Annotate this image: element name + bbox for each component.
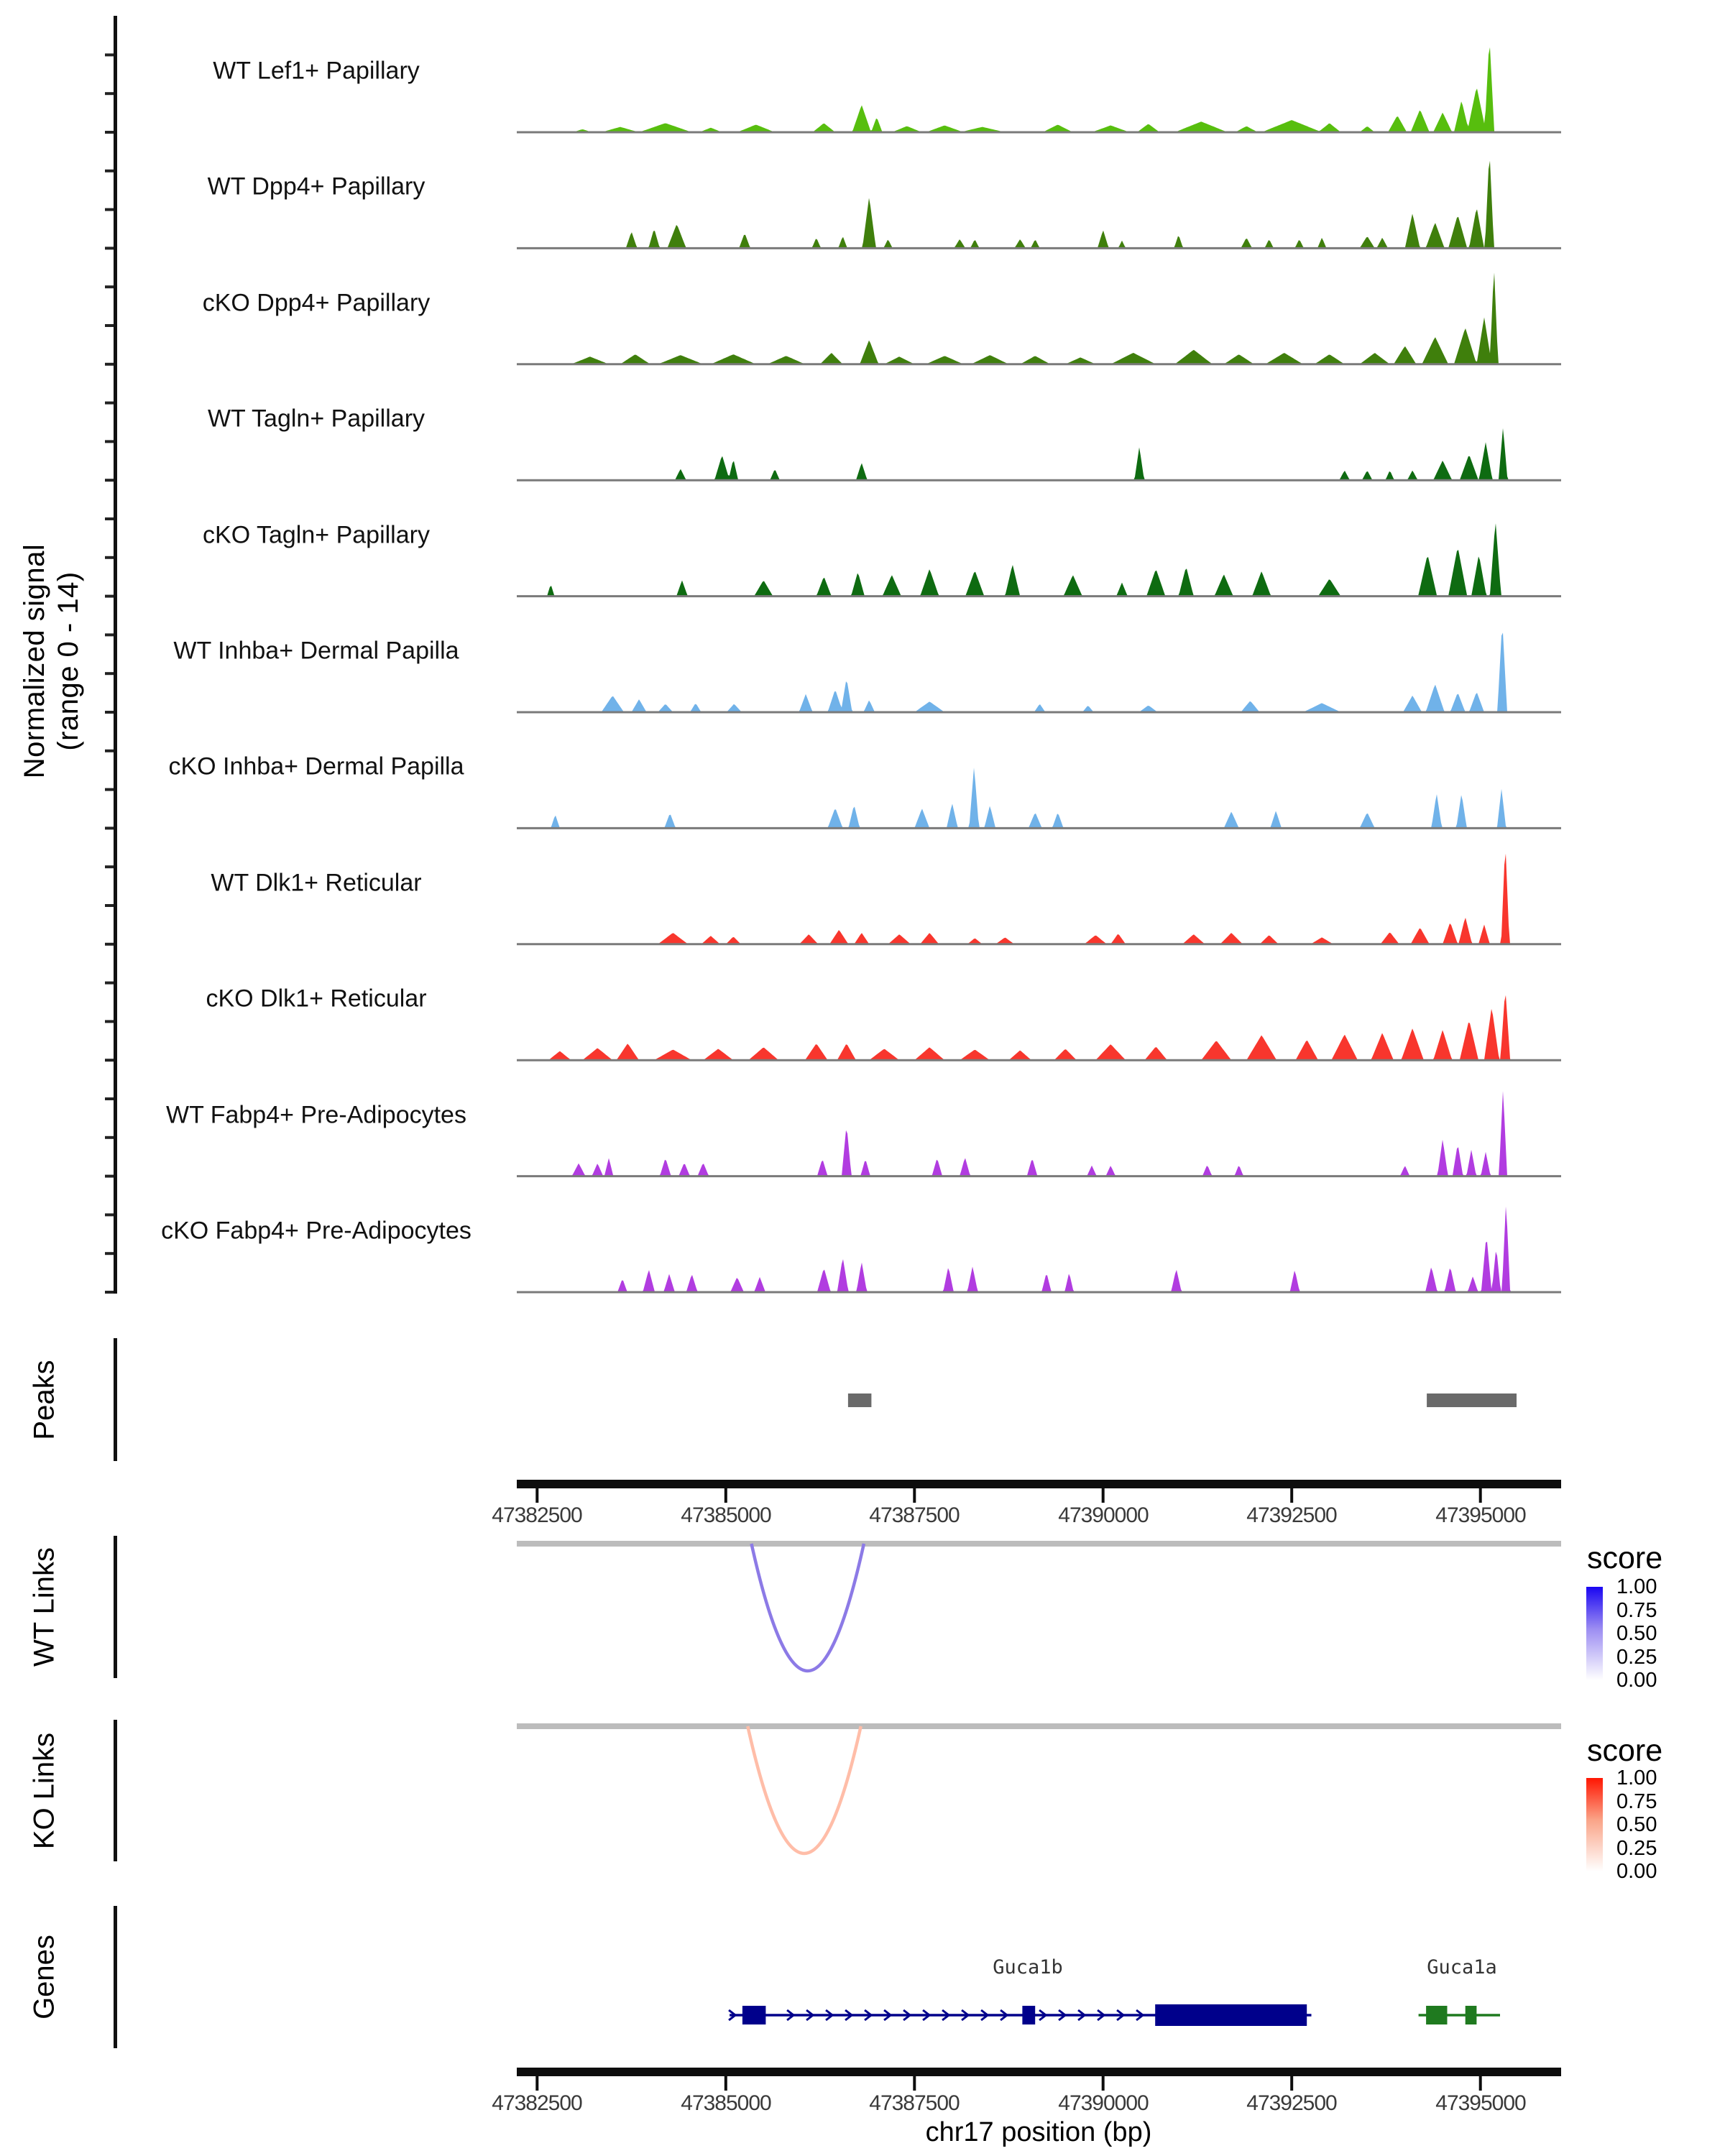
x-axis-tick (535, 2076, 538, 2091)
x-axis-tick (913, 2076, 916, 2091)
track-label: cKO Dpp4+ Papillary (202, 289, 431, 317)
gene-label: Guca1b (993, 1956, 1063, 1978)
coverage-area-1 (517, 47, 1561, 132)
ko-score-legend-gradient (1586, 1778, 1603, 1871)
genes-section-label: Genes (28, 1935, 60, 2019)
x-tick-label: 47382500 (492, 1503, 582, 1527)
wt-score-legend-gradient (1586, 1587, 1603, 1680)
coverage-area-7 (517, 768, 1561, 828)
x-tick-label: 47382500 (492, 2091, 582, 2115)
track-label: WT Fabp4+ Pre-Adipocytes (166, 1101, 466, 1129)
score-legend-tick-label: 0.50 (1616, 1813, 1657, 1836)
wt-score-legend-title: score (1587, 1541, 1663, 1575)
x-axis-tick (1479, 1488, 1482, 1503)
genes-axis-bar (114, 1906, 117, 2048)
link-arc (748, 1726, 860, 1853)
track-label: WT Inhba+ Dermal Papilla (173, 637, 459, 665)
gene-exon (1426, 2006, 1447, 2024)
gene-exon (1022, 2006, 1035, 2024)
x-axis-tick (1290, 1488, 1293, 1503)
peaks-section-label: Peaks (28, 1360, 60, 1440)
coverage-area-9 (517, 995, 1561, 1061)
x-tick-label: 47395000 (1435, 2091, 1526, 2115)
y-axis-label (18, 544, 86, 778)
x-axis-tick (1290, 2076, 1293, 2091)
links-baseline (517, 1723, 1561, 1729)
link-arc (752, 1544, 864, 1671)
x-axis-tick (913, 1488, 916, 1503)
x-axis-tick (1102, 1488, 1105, 1503)
x-axis-tick (724, 2076, 727, 2091)
score-legend-tick-label: 0.25 (1616, 1646, 1657, 1669)
x-tick-label: 47395000 (1435, 1503, 1526, 1527)
x-axis-tick (1102, 2076, 1105, 2091)
ko-score-legend-title: score (1587, 1733, 1663, 1768)
coverage-area-11 (517, 1207, 1561, 1292)
coverage-area-6 (517, 632, 1561, 712)
score-legend-tick-label: 0.25 (1616, 1837, 1657, 1860)
score-legend-tick-label: 1.00 (1616, 1575, 1657, 1598)
x-axis-title: chr17 position (bp) (925, 2117, 1152, 2147)
links-baseline (517, 1541, 1561, 1547)
score-legend-tick-label: 0.00 (1616, 1669, 1657, 1692)
score-legend-tick-label: 0.75 (1616, 1790, 1657, 1813)
ko-links-axis-bar (114, 1720, 117, 1861)
wt-links-section-label: WT Links (28, 1547, 60, 1667)
x-axis-bar (517, 2068, 1561, 2076)
coverage-area-8 (517, 854, 1561, 944)
y-axis-line (114, 16, 117, 1294)
track-label: cKO Inhba+ Dermal Papilla (168, 752, 464, 780)
track-label: WT Tagln+ Papillary (207, 405, 426, 433)
peak-interval (848, 1393, 872, 1407)
score-legend-tick-label: 0.50 (1616, 1622, 1657, 1645)
coverage-area-5 (517, 523, 1561, 596)
track-label: cKO Tagln+ Papillary (203, 521, 430, 549)
x-axis-bar (517, 1480, 1561, 1488)
track-label: cKO Fabp4+ Pre-Adipocytes (161, 1217, 472, 1245)
x-tick-label: 47390000 (1058, 2091, 1149, 2115)
y-axis-label-line2: (range 0 - 14) (52, 571, 84, 751)
gene-exon (1466, 2006, 1477, 2024)
x-tick-label: 47385000 (681, 2091, 771, 2115)
score-legend-tick-label: 1.00 (1616, 1766, 1657, 1789)
ko-links-section-label: KO Links (28, 1732, 60, 1850)
track-label: cKO Dlk1+ Reticular (206, 985, 427, 1013)
x-tick-label: 47385000 (681, 1503, 771, 1527)
x-tick-label: 47387500 (869, 1503, 960, 1527)
coverage-area-2 (517, 161, 1561, 249)
x-axis-tick (1479, 2076, 1482, 2091)
track-label: WT Dlk1+ Reticular (211, 869, 422, 897)
y-axis-label-line1: Normalized signal (19, 543, 50, 779)
x-tick-label: 47390000 (1058, 1503, 1149, 1527)
track-label: WT Lef1+ Papillary (213, 57, 420, 85)
x-tick-label: 47392500 (1246, 2091, 1337, 2115)
x-tick-label: 47392500 (1246, 1503, 1337, 1527)
score-legend-tick-label: 0.75 (1616, 1599, 1657, 1622)
gene-label: Guca1a (1427, 1956, 1497, 1978)
score-legend-tick-label: 0.00 (1616, 1860, 1657, 1883)
wt-links-axis-bar (114, 1536, 117, 1678)
coverage-area-4 (517, 428, 1561, 480)
track-label: WT Dpp4+ Papillary (207, 172, 426, 201)
x-axis-tick (535, 1488, 538, 1503)
peak-interval (1427, 1393, 1517, 1407)
peaks-axis-bar (114, 1338, 117, 1461)
x-axis-tick (724, 1488, 727, 1503)
x-tick-label: 47387500 (869, 2091, 960, 2115)
gene-exon (742, 2006, 766, 2024)
gene-exon (1155, 2004, 1307, 2026)
coverage-area-3 (517, 272, 1561, 364)
coverage-area-10 (517, 1091, 1561, 1176)
